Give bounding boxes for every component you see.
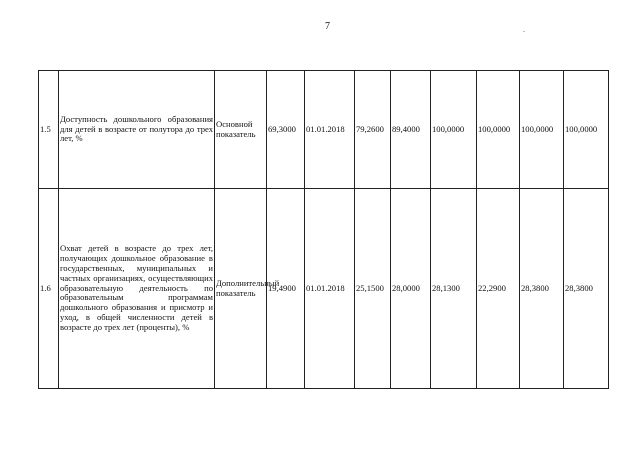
period-value: 25,1500: [355, 189, 391, 389]
period-value: 100,0000: [520, 71, 564, 189]
indicator-type: Дополнительный показатель: [215, 189, 267, 389]
indicator-description: Охват детей в возрасте до трех лет, получающих дошкольное образование в государственных, муниципальных и частных организациях, осуществляющих образовательную деятельность по образовательным программам дошкольного образования и присмотр и уход, в общей численности детей в возрасте до трех лет (проценты), %: [59, 189, 215, 389]
period-value: 28,0000: [391, 189, 431, 389]
base-value: 19,4900: [267, 189, 305, 389]
table-row: [39, 71, 609, 189]
period-value: 22,2900: [477, 189, 520, 389]
period-value: 79,2600: [355, 71, 391, 189]
indicators-table: [38, 70, 609, 389]
base-value: 69,3000: [267, 71, 305, 189]
period-value: 100,0000: [477, 71, 520, 189]
base-date: 01.01.2018: [305, 189, 355, 389]
row-number: 1.5: [39, 71, 59, 189]
period-value: 28,3800: [564, 189, 609, 389]
corner-mark: .: [523, 25, 525, 34]
indicator-description: Доступность дошкольного образования для детей в возрасте от полутора до трех лет, %: [59, 71, 215, 189]
table-row: [39, 189, 609, 389]
period-value: 28,3800: [520, 189, 564, 389]
period-value: 100,0000: [564, 71, 609, 189]
indicator-type: Основной показатель: [215, 71, 267, 189]
period-value: 100,0000: [431, 71, 477, 189]
period-value: 89,4000: [391, 71, 431, 189]
period-value: 28,1300: [431, 189, 477, 389]
base-date: 01.01.2018: [305, 71, 355, 189]
page-number: 7: [325, 21, 330, 32]
row-number: 1.6: [39, 189, 59, 389]
